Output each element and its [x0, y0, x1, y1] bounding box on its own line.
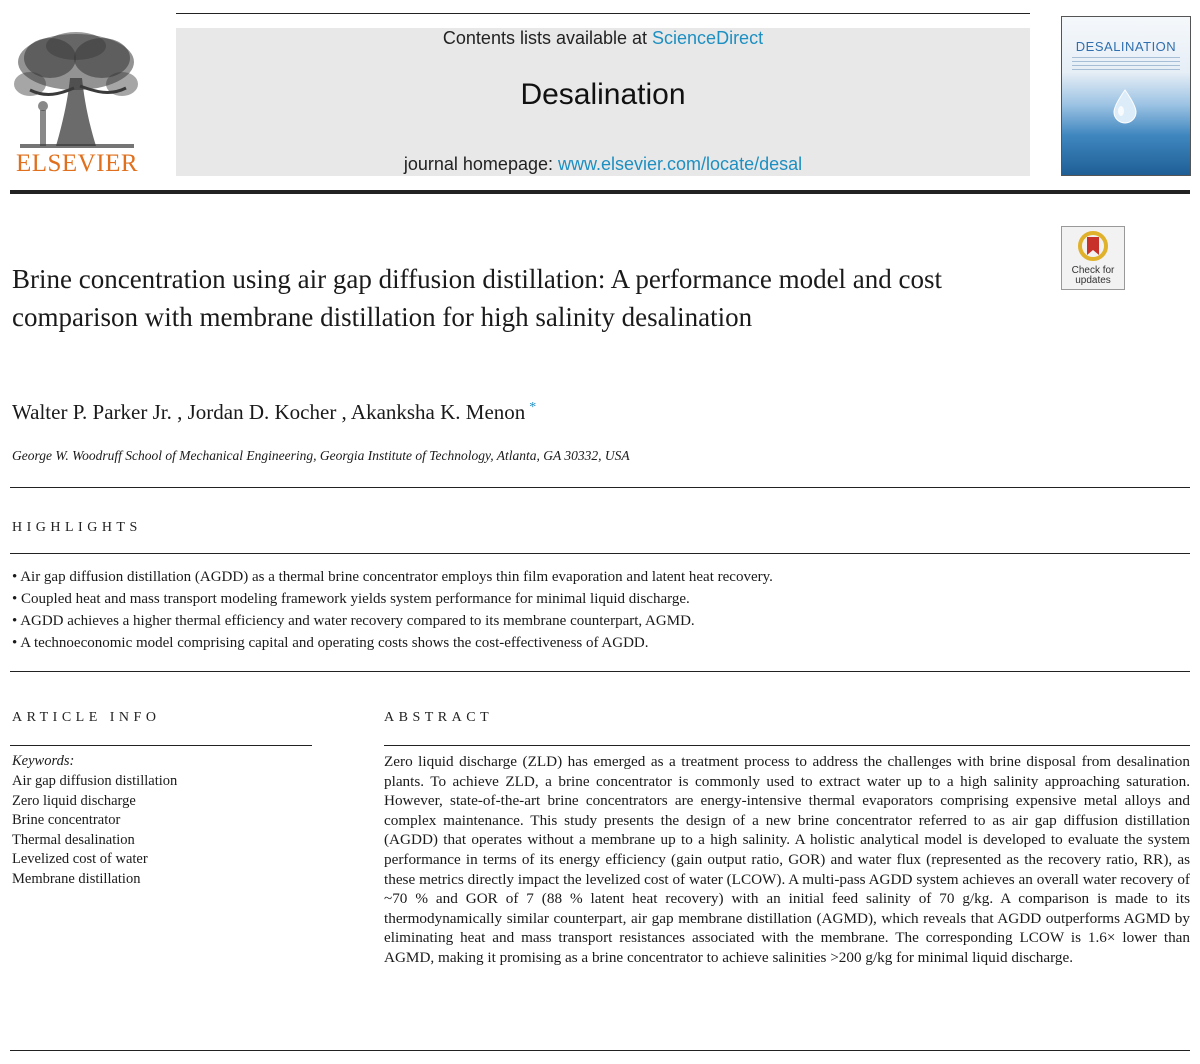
- keyword-item: Zero liquid discharge: [12, 792, 136, 809]
- keyword-item: Membrane distillation: [12, 870, 141, 887]
- highlight-item: • AGDD achieves a higher thermal efficiency and water recovery compared to its membrane counterpart, AGMD.: [12, 610, 1182, 632]
- title-rule: [10, 487, 1190, 488]
- article-info-rule: [10, 745, 312, 746]
- cover-title: DESALINATION: [1075, 39, 1177, 54]
- keyword-item: Air gap diffusion distillation: [12, 773, 178, 789]
- article-info-heading: ARTICLE INFO: [12, 710, 161, 725]
- journal-cover[interactable]: [1061, 16, 1191, 176]
- abstract-text: Zero liquid discharge (ZLD) has emerged as a treatment process to address the challenges with brine disposal from desalination plants. To achieve ZLD, a brine concentrator is commonly used to extract water up to a high salinity approaching saturation. However, state-of-the-art brine concentrators are energy-intensive thermal evaporators comprising expensive metal alloys and complex maintenance. This study presents the design of a new brine concentrator referred to as air gap diffusion distillation (AGDD) that operates without a membrane up to a high salinity. A holistic analytical model is developed to evaluate the system performance in terms of its energy efficiency (gain output ratio, GOR) and water flux (represented as the recovery ratio, RR), as these metrics directly impact the levelized cost of water (LCOW). A multi-pass AGDD system achieves an overall water recovery of ~70 % and GOR of 7 (88 % latent heat recovery) with an initial feed salinity of 70 g/kg. A comparison is made to its thermodynamically similar counterpart, air gap membrane distillation (AGMD), which reveals that AGDD outperforms AGMD by eliminating heat and mass transport resistances associated with the membrane. The corresponding LCOW is 1.6× lower than AGMD, making it promising as a brine concentrator to achieve salinities >200 g/kg for minimal liquid discharge.: [384, 753, 1190, 966]
- bottom-rule: [10, 1050, 1190, 1051]
- header-rule: [10, 190, 1190, 194]
- check-updates-line1: Check for: [1071, 265, 1115, 276]
- water-drop-icon: [1112, 89, 1138, 125]
- highlights-list: [12, 566, 1182, 654]
- keywords-label: Keywords:: [12, 753, 75, 769]
- author-list: [12, 400, 536, 425]
- sciencedirect-link[interactable]: ScienceDirect: [652, 28, 764, 48]
- highlight-item: • Coupled heat and mass transport modeling framework yields system performance for minimal liquid discharge.: [12, 588, 1182, 610]
- keyword-item: Thermal desalination: [12, 831, 135, 848]
- highlight-item: • A technoeconomic model comprising capital and operating costs shows the cost-effectiveness of AGDD.: [12, 632, 1182, 654]
- keyword-item: Brine concentrator: [12, 812, 121, 828]
- corresponding-author-mark[interactable]: *: [529, 400, 537, 415]
- contents-line: [176, 28, 1030, 49]
- journal-name[interactable]: Desalination: [520, 78, 686, 111]
- abstract-rule: [384, 745, 1190, 746]
- highlights-heading: HIGHLIGHTS: [12, 520, 142, 535]
- affiliation: George W. Woodruff School of Mechanical Engineering, Georgia Institute of Technology, Atlanta, GA 30332, USA: [12, 448, 630, 463]
- contents-prefix: Contents lists available at: [442, 28, 648, 48]
- journal-masthead: [176, 28, 1030, 176]
- keywords-list: [12, 772, 177, 889]
- article-title: Brine concentration using air gap diffusion distillation: A performance model and cost comparison with membrane distillation for high salinity desalination: [12, 264, 943, 332]
- highlights-rule: [10, 553, 1190, 554]
- top-rule: [176, 13, 1030, 14]
- author-names[interactable]: Walter P. Parker Jr. , Jordan D. Kocher , Akanksha K. Menon: [12, 400, 526, 424]
- abstract-heading: ABSTRACT: [384, 710, 494, 725]
- cover-subtitle-lines: [1072, 57, 1180, 71]
- keyword-item: Levelized cost of water: [12, 851, 148, 867]
- homepage-line: [176, 154, 1030, 175]
- bookmark-icon: [1078, 231, 1108, 263]
- highlight-item: • Air gap diffusion distillation (AGDD) as a thermal brine concentrator employs thin film evaporation and latent heat recovery.: [12, 566, 1182, 588]
- check-for-updates-button[interactable]: [1061, 226, 1125, 290]
- publisher-wordmark[interactable]: ELSEVIER: [15, 150, 139, 177]
- homepage-prefix: journal homepage:: [403, 154, 553, 174]
- check-updates-line2: updates: [1075, 275, 1111, 286]
- journal-homepage-link[interactable]: www.elsevier.com/locate/desal: [558, 154, 803, 174]
- section-rule: [10, 671, 1190, 672]
